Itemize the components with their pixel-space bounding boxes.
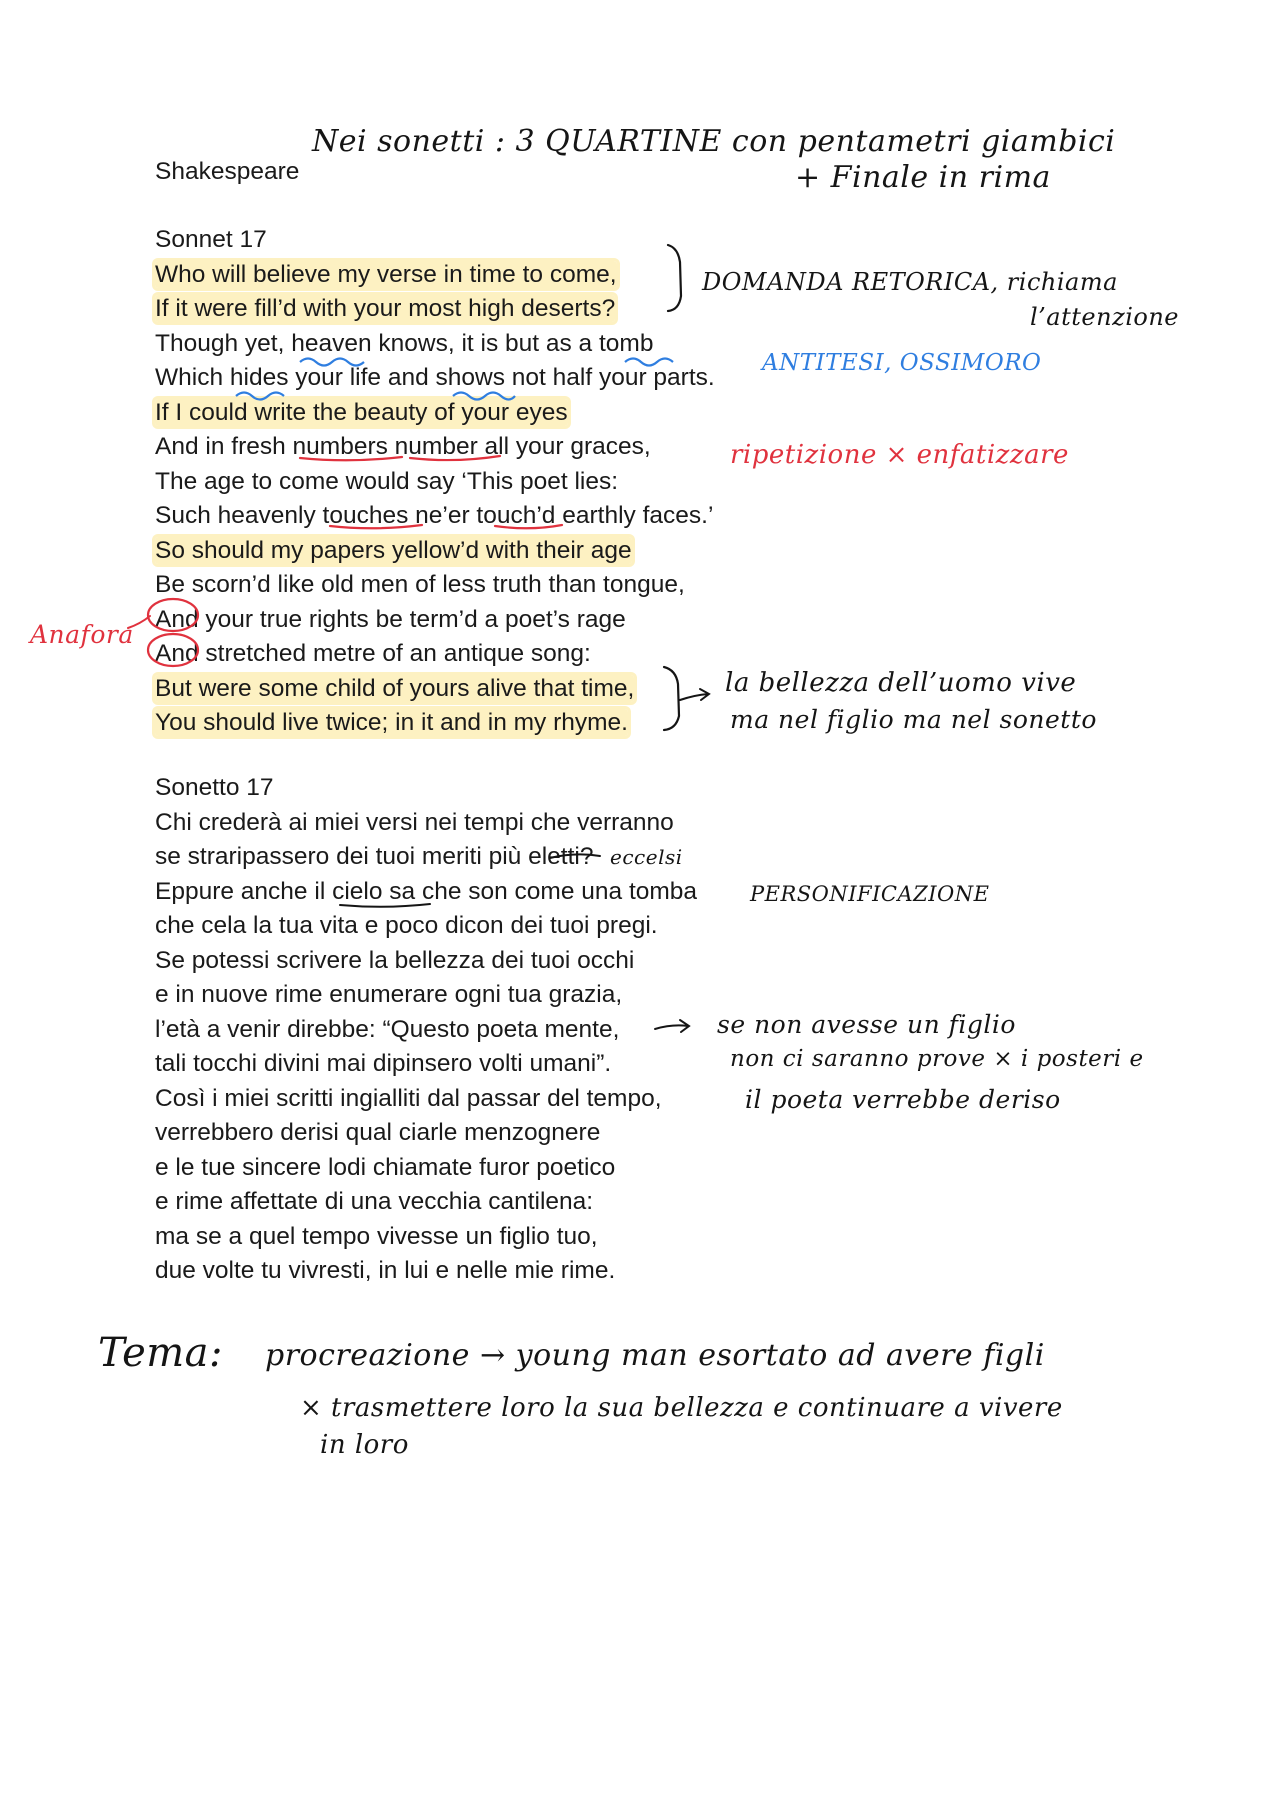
tema-line-2: × trasmettere loro la sua bellezza e continuare a vivere	[300, 1393, 1063, 1423]
english-line-4: Which hides your life and shows not half your parts.	[155, 364, 715, 391]
english-line-10: Be scorn’d like old men of less truth than tongue,	[155, 571, 685, 598]
tema-line-1: procreazione → young man esortato ad avere figli	[265, 1338, 1045, 1373]
annotation-attenzione: l’attenzione	[1030, 303, 1179, 331]
correction-note: eccelsi	[610, 845, 683, 869]
tema-label: Tema:	[98, 1330, 223, 1376]
annotation-domanda-retorica: DOMANDA RETORICA, richiama	[702, 268, 1118, 296]
annotation-bellezza-1: la bellezza dell’uomo vive	[725, 668, 1077, 698]
italian-line-1: Chi crederà ai miei versi nei tempi che verranno	[155, 808, 674, 836]
english-line-8: Such heavenly touches ne’er touch’d earthly faces.’	[155, 502, 714, 529]
english-title: Sonnet 17	[155, 226, 267, 253]
italian-line-7: l’età a venir direbbe: “Questo poeta mente,	[155, 1015, 620, 1043]
english-sonnet	[155, 223, 715, 741]
italian-line-3: Eppure anche il cielo sa che son come una tomba	[155, 877, 698, 905]
english-line-1: Who will believe my verse in time to come,	[155, 260, 617, 288]
italian-line-10: verrebbero derisi qual ciarle menzognere	[155, 1119, 601, 1146]
italian-line-11: e le tue sincere lodi chiamate furor poetico	[155, 1153, 616, 1181]
annotation-ripetizione: ripetizione × enfatizzare	[730, 440, 1069, 470]
header-note-line1: Nei sonetti : 3 QUARTINE con pentametri giambici	[312, 124, 1116, 159]
english-line-13: But were some child of yours alive that time,	[155, 674, 635, 702]
italian-line-2: se straripassero dei tuoi meriti più eletti?	[155, 843, 594, 870]
annotation-figlio-1: se non avesse un figlio	[717, 1010, 1016, 1039]
english-line-12: And stretched metre of an antique song:	[155, 640, 591, 667]
english-line-6: And in fresh numbers number all your graces,	[155, 433, 651, 460]
italian-line-14: due volte tu vivresti, in lui e nelle mie rime.	[155, 1257, 616, 1284]
italian-line-9: Così i miei scritti ingialliti dal passar del tempo,	[155, 1084, 662, 1112]
header-note-line2: + Finale in rima	[795, 160, 1051, 195]
english-line-2: If it were fill’d with your most high deserts?	[155, 295, 616, 322]
english-line-14: You should live twice; in it and in my rhyme.	[155, 709, 628, 736]
english-line-11: And your true rights be term’d a poet’s rage	[155, 605, 626, 633]
annotation-personificazione: PERSONIFICAZIONE	[750, 882, 990, 906]
english-line-9: So should my papers yellow’d with their age	[155, 536, 632, 564]
annotation-figlio-3: il poeta verrebbe deriso	[745, 1085, 1061, 1114]
italian-line-13: ma se a quel tempo vivesse un figlio tuo,	[155, 1222, 598, 1250]
italian-line-6: e in nuove rime enumerare ogni tua grazia,	[155, 981, 623, 1008]
annotation-anafora: Anafora	[30, 620, 134, 649]
italian-line-12: e rime affettate di una vecchia cantilena:	[155, 1188, 594, 1215]
italian-line-4: che cela la tua vita e poco dicon dei tuoi pregi.	[155, 912, 658, 939]
annotation-antitesi: ANTITESI, OSSIMORO	[762, 350, 1042, 376]
italian-line-5: Se potessi scrivere la bellezza dei tuoi occhi	[155, 946, 635, 974]
english-line-5: If I could write the beauty of your eyes	[155, 398, 568, 426]
author-name: Shakespeare	[155, 158, 300, 185]
tema-line-3: in loro	[320, 1430, 409, 1460]
annotation-figlio-2: non ci saranno prove × i posteri e	[730, 1046, 1144, 1072]
annotation-bellezza-2: ma nel figlio ma nel sonetto	[730, 705, 1097, 734]
english-line-7: The age to come would say ‘This poet lies:	[155, 467, 619, 495]
italian-line-8: tali tocchi divini mai dipinsero volti umani”.	[155, 1050, 612, 1077]
italian-title: Sonetto 17	[155, 774, 274, 801]
english-line-3: Though yet, heaven knows, it is but as a tomb	[155, 329, 654, 357]
